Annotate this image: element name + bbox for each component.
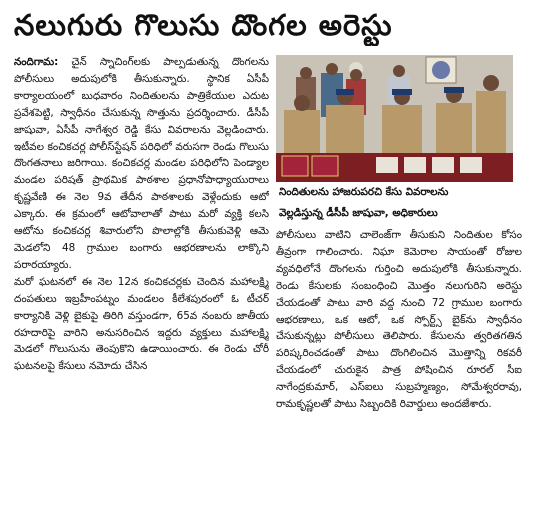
seized-jewellery-boxes	[282, 156, 482, 176]
article-paragraph-2: మరో ఘటనలో ఈ నెల 12న కంచికచర్లకు చెందిన మహాలక్ష్మి దంపతులు ఇబ్రహీంపట్నం మండలం కీలేశపురంలో ఓ టీచర్ కార్యానికి వెళ్లి బైకుపై తిరిగి వస్తుండగా, 65వ నంబరు జాతీయ రహదారిపై వారిని అనుసరించిన ఇద్దరు వ్యక్తులు మహాలక్ష్మి మెడలో గొలుసును తెంపుకొని ఉడాయించారు. ఈ రెండు చోరీ ఘటనలపై కేసులు నమోదు చేసిన	[14, 275, 269, 373]
news-photo	[276, 55, 513, 182]
police-emblem-icon	[432, 61, 450, 79]
article-column-left	[14, 54, 269, 509]
dateline: నందిగామ:	[14, 56, 59, 68]
photo-caption	[276, 182, 513, 224]
news-photo-illustration	[276, 55, 513, 182]
headline: నలుగురు గొలుసు దొంగల అరెస్టు	[14, 8, 393, 42]
article-paragraph-1	[14, 54, 269, 274]
caption-line-2: వెల్లడిస్తున్న డీసీపీ జాషువా, అధికారులు	[279, 207, 438, 219]
article-paragraph-3: పోలీసులు వాటిని చాలెంజ్‌గా తీసుకుని నిందితుల కోసం తీవ్రంగా గాలించారు. నిఘా కెమెరాల సాయంతో రోజుల వ్యవధిలోనే దొంగలను గుర్తించి అదుపులోకి తీసుకున్నారు. రెండు కేసులకు సంబంధించి మొత్తం నలుగురిని అరెస్టు చేయడంతో పాటు వారి వద్ద నుంచి 72 గ్రాముల బంగారు ఆభరణాలు, ఒక ఆటో, ఒక స్పోర్ట్స్ బైక్‌ను స్వాధీనం చేసుకున్నట్లు పోలీసులు తెలిపారు. కేసులను త్వరితగతిన పరిష్కరించడంతో పాటు దొంగిలించిన మొత్తాన్ని రికవరీ చేయడంలో చురుకైన పాత్ర పోషించిన రూరల్ సీఐ నాగేంద్రకుమార్, ఎస్ఐలు సుబ్రహ్మణ్యం, సోమేశ్వరరావు, రామకృష్ణలతో పాటు సిబ్బందికి రివార్డులు అందజేశారు.	[276, 229, 522, 411]
caption-line-1: నిందితులను హాజరుపరచి కేసు వివరాలను	[279, 186, 449, 198]
article-column-right	[276, 227, 522, 447]
paragraph-1-text: చైన్ స్నాచింగ్‌లకు పాల్పడుతున్న దొంగలను పోలీసులు అదుపులోకి తీసుకున్నారు. స్థానిక ఏసీపీ కార్యాలయంలో బుధవారం నిందితులను పాత్రికేయుల ఎదుట ప్రవేశపెట్టి, స్వాధీనం చేసుకున్న సొత్తును ప్రదర్శించారు. డీసీపీ జాషువా, ఏసీపీ నాగేశ్వర రెడ్డి కేసు వివరాలను వెల్లడించారు. ఇటీవల కంచికచర్ల పోలీస్‌స్టేషన్ పరిధిలో వరుసగా రెండు గొలుసు దొంగతనాలు జరిగాయి. కంచికచర్ల మండల పరిధిలోని పెండ్యాల మండల పరిషత్ ప్రాథమిక పాఠశాల ప్రధానోపాధ్యాయురాలు కృష్ణవేణి ఈ నెల 9వ తేదీన పాఠశాలకు వెళ్లేందుకు ఆటో ఎక్కారు. ఈ క్రమంలో ఆటోవాలాతో పాటు మరో వ్యక్తి కలసి ఆటోను కంచికచర్ల శివారులోని పొలాల్లోకి తీసుకువెళ్లి ఆమె మెడలోని 48 గ్రాముల బంగారు ఆభరణాలను లాక్కొని పరారయ్యారు.	[14, 56, 269, 271]
